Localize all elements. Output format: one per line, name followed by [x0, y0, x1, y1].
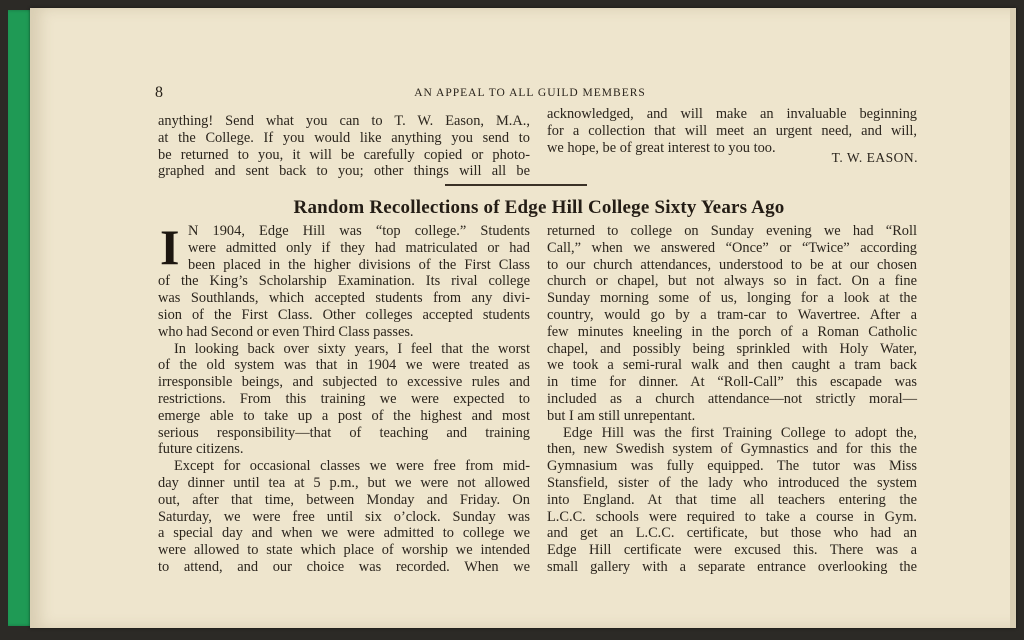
text-line: emerge able to take up a post of the highest and most — [158, 407, 530, 424]
page-number: 8 — [155, 84, 163, 101]
text-line: be returned to you, it will be carefully copied or photo- — [158, 146, 530, 163]
text-line: for a collection that will meet an urgent need, and will, — [547, 122, 917, 139]
text-line: chapel, and possibly being sprinkled with Holy Water, — [547, 340, 917, 357]
text-line: we hope, be of great interest to you too. — [547, 139, 776, 156]
text-line: who had Second or even Third Class passes. — [158, 323, 414, 340]
running-head: AN APPEAL TO ALL GUILD MEMBERS — [414, 87, 646, 99]
text-line: restrictions. From this training we were expected to — [158, 390, 530, 407]
text-line: Sunday morning some of us, longing for a look at the — [547, 290, 917, 307]
text-line: In looking back over sixty years, I feel that the worst — [174, 340, 530, 357]
text-line: serious responsibility—that of teaching and training — [158, 424, 530, 441]
text-line: of the King’s Scholarship Examination. Its rival college — [158, 273, 530, 290]
text-line: into England. At that time all teachers entering the — [547, 491, 917, 508]
text-line: of the old system was that in 1904 we were treated as — [158, 357, 530, 374]
text-line: to our church attendances, understood to be at our chosen — [547, 256, 917, 273]
text-line: N 1904, Edge Hill was “top college.” Students — [188, 223, 530, 239]
text-line: been placed in the higher divisions of the First Class — [188, 256, 530, 273]
text-line: a special day and when we were admitted to college we — [158, 525, 530, 542]
appeal-left-column — [158, 113, 530, 180]
text-line: included as a church attendance—not strictly moral— — [547, 390, 917, 407]
drop-cap: I — [160, 219, 180, 275]
text-line: Stansfield, sister of the lady who introduced the system — [547, 474, 917, 491]
text-line: church or chapel, but not always so in fact. On a fine — [547, 273, 917, 290]
text-line: L.C.C. schools were required to take a course in Gym. — [547, 508, 917, 525]
text-line: Except for occasional classes we were free from mid- — [174, 458, 530, 475]
text-line: were admitted only if they had matriculated or had — [188, 239, 530, 256]
text-line: Edge Hill was the first Training College to adopt the, — [563, 424, 917, 441]
text-line: irresponsible beings, and subjected to excessive rules and — [158, 374, 530, 391]
text-line: out, after that time, between Monday and Friday. On — [158, 491, 530, 508]
text-line: few minutes kneeling in the porch of a Roman Catholic — [547, 323, 917, 340]
signature: T. W. EASON. — [831, 150, 918, 165]
article-left-indented-lines — [188, 223, 530, 273]
article-title: Random Recollections of Edge Hill College Sixty Years Ago — [293, 197, 785, 218]
text-line: Saturday, we were free until six o’clock. Sunday was — [158, 508, 530, 525]
text-line: sion of the First Class. Other colleges accepted students — [158, 306, 530, 323]
text-line: but I am still unrepentant. — [547, 407, 696, 424]
text-line: in time for dinner. At “Roll-Call” this escapade was — [547, 374, 917, 391]
text-line: future citizens. — [158, 441, 244, 458]
text-line: country, would go by a tram-car to Wavertree. After a — [547, 306, 917, 323]
text-line: we took a semi-rural walk and then caught a tram back — [547, 357, 917, 374]
appeal-right-column — [547, 106, 917, 156]
text-line: small gallery with a separate entrance overlooking the — [547, 558, 917, 575]
text-line: then, new Swedish system of Gymnastics and for this the — [547, 441, 917, 458]
text-line: acknowledged, and will make an invaluable beginning — [547, 106, 917, 122]
text-line: and get an L.C.C. certificate, but those who had an — [547, 525, 917, 542]
text-line: were allowed to state which place of worship we intended — [158, 542, 530, 559]
section-divider — [445, 184, 587, 186]
text-line: Edge Hill certificate were excused this. There was a — [547, 542, 917, 559]
text-line: at the College. If you would like anything you send to — [158, 129, 530, 146]
text-line: day dinner until tea at 5 p.m., but we were not allowed — [158, 474, 530, 491]
text-line: was Southlands, which accepted students from any divi- — [158, 290, 530, 307]
text-line: Call,” when we answered “Once” or “Twice” according — [547, 239, 917, 256]
text-line: graphed and sent back to you; other things will all be — [158, 163, 530, 180]
text-line: anything! Send what you can to T. W. Eason, M.A., — [158, 113, 530, 129]
article-right-column — [547, 223, 917, 576]
text-line: Gymnasium was fully equipped. The tutor was Miss — [547, 458, 917, 475]
text-line: returned to college on Sunday evening we had “Roll — [547, 223, 917, 239]
article-left-column — [158, 273, 530, 575]
page-edge — [1010, 8, 1016, 628]
text-line: to attend, and our choice was recorded. When we — [158, 558, 530, 575]
